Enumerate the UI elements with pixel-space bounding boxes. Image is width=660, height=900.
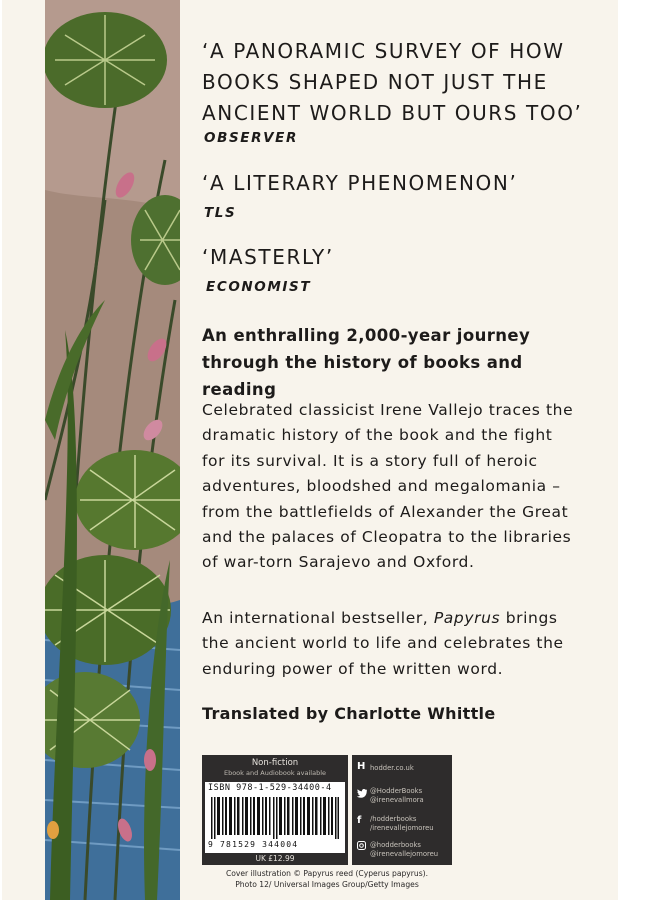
barcode-digits: 9 781529 344004 <box>208 840 299 849</box>
facebook-icon: f <box>357 815 362 826</box>
credit-line: Cover illustration © Papyrus reed (Cyperus papyrus). <box>225 869 429 878</box>
quote-line: BOOKS SHAPED NOT JUST THE <box>202 70 548 94</box>
twitter-handle: @HodderBooks <box>370 787 423 795</box>
quote-source-observer: OBSERVER <box>204 130 298 146</box>
instagram-handle: @hodderbooks <box>370 841 421 849</box>
blurb-paragraph-2 <box>202 606 602 682</box>
blurb-line: Celebrated classicist Irene Vallejo traces the <box>202 401 574 419</box>
quote-economist <box>202 242 602 273</box>
genre-label: Non-fiction <box>251 758 299 768</box>
quote-line: ‘A LITERARY PHENOMENON’ <box>202 171 518 195</box>
blurb-line: of war-torn Sarajevo and Oxford. <box>202 553 475 572</box>
cover-credit <box>202 869 452 890</box>
blurb-line: adventures, bloodshed and megalomania – <box>202 477 561 496</box>
blurb-text: An international bestseller, <box>202 609 434 627</box>
blurb-text: brings <box>500 609 558 627</box>
translator-credit: Translated by Charlotte Whittle <box>202 704 496 723</box>
credit-line: Photo 12/ Universal Images Group/Getty Images <box>235 879 419 889</box>
barcode-bars <box>211 797 339 839</box>
quote-tls <box>202 168 602 199</box>
quote-source-tls: TLS <box>204 205 237 221</box>
instagram-icon <box>357 841 366 853</box>
quote-line: ‘MASTERLY’ <box>202 245 334 269</box>
availability-label: Ebook and Audiobook available <box>223 769 327 777</box>
blurb-line: dramatic history of the book and the fight <box>202 426 553 445</box>
lead-tagline <box>202 322 602 403</box>
blurb-line: the ancient world to life and celebrates the <box>202 634 564 653</box>
publisher-website: hodder.co.uk <box>370 764 414 772</box>
facebook-handles <box>370 815 434 832</box>
isbn-text: ISBN 978-1-529-34400-4 <box>208 783 332 793</box>
papyrus-illustration <box>45 0 180 900</box>
barcode-area <box>205 782 345 853</box>
blurb-line: enduring power of the written word. <box>202 659 504 678</box>
blurb-line: and the palaces of Cleopatra to the libraries <box>202 528 572 547</box>
quote-observer <box>202 36 602 129</box>
facebook-handle: /irenevallejomoreu <box>370 823 434 832</box>
twitter-handles <box>370 787 424 804</box>
blurb-paragraph-1 <box>202 398 602 576</box>
hodder-logo-icon: H <box>357 761 366 772</box>
price-label: UK £12.99 <box>255 854 295 863</box>
facebook-handle: /hodderbooks <box>370 815 417 823</box>
barcode-panel <box>202 755 348 865</box>
blurb-line: for its survival. It is a story full of heroic <box>202 451 538 470</box>
lead-line: through the history of books and reading <box>202 353 523 399</box>
book-title: Papyrus <box>433 609 501 627</box>
social-panel <box>352 755 452 865</box>
twitter-icon <box>357 789 367 801</box>
quote-source-economist: ECONOMIST <box>206 279 312 295</box>
blurb-line: from the battlefields of Alexander the Great <box>202 502 569 521</box>
twitter-handle: @irenevallmora <box>370 795 424 804</box>
blurb-line <box>202 606 602 631</box>
instagram-handle: @irenevallejomoreu <box>370 849 439 858</box>
quote-line: ANCIENT WORLD BUT OURS TOO’ <box>202 101 583 125</box>
book-back-cover <box>2 0 618 900</box>
papyrus-illustration-svg <box>45 0 180 900</box>
instagram-handles <box>370 841 438 858</box>
lead-line: An enthralling 2,000-year journey <box>202 326 531 345</box>
quote-line: ‘A PANORAMIC SURVEY OF HOW <box>202 39 565 63</box>
